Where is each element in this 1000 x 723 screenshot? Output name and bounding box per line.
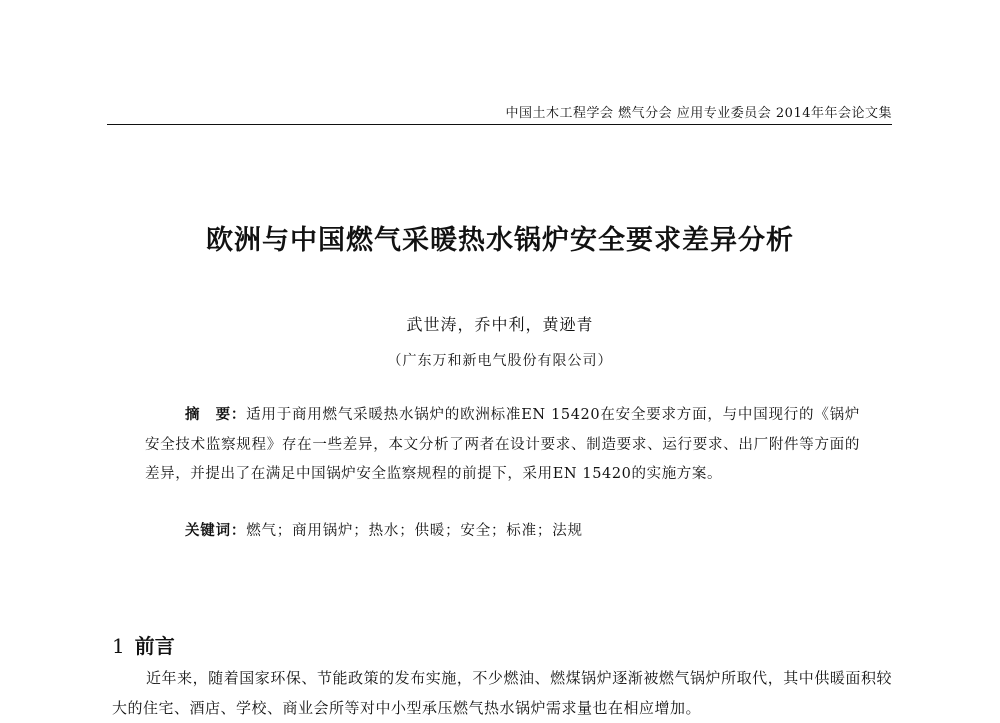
- running-header: 中国土木工程学会 燃气分会 应用专业委员会 2014年年会论文集: [505, 106, 892, 121]
- section-heading: [112, 630, 175, 659]
- section-number: 1: [112, 634, 125, 658]
- keywords: [185, 519, 583, 540]
- keywords-text: 燃气；商用锅炉；热水；供暖；安全；标准；法规: [246, 523, 583, 539]
- section-title: 前言: [134, 634, 175, 658]
- abstract-text: 适用于商用燃气采暖热水锅炉的欧洲标准EN 15420在安全要求方面，与中国现行的《锅炉安全技术监察规程》存在一些差异，本文分析了两者在设计要求、制造要求、运行要求、出厂附件等方面的差异，并提出了在满足中国锅炉安全监察规程的前提下，采用EN 15420的实施方案。: [145, 407, 860, 482]
- body-paragraph: 近年来，随着国家环保、节能政策的发布实施，不少燃油、燃煤锅炉逐渐被燃气锅炉所取代，其中供暖面积较大的住宅、酒店、学校、商业会所等对中小型承压燃气热水锅炉需求量也在相应增加。: [112, 669, 892, 717]
- abstract-label: 摘 要：: [185, 407, 247, 423]
- paper-affiliation: （广东万和新电气股份有限公司）: [387, 353, 613, 369]
- keywords-label: 关键词：: [185, 523, 247, 539]
- header-rule: [107, 124, 892, 125]
- paper-authors: 武世涛，乔中利，黄逊青: [406, 315, 594, 334]
- paper-title: 欧洲与中国燃气采暖热水锅炉安全要求差异分析: [206, 225, 794, 256]
- abstract: [145, 401, 860, 490]
- section-body: [112, 663, 892, 723]
- abstract-paragraph: [145, 401, 860, 490]
